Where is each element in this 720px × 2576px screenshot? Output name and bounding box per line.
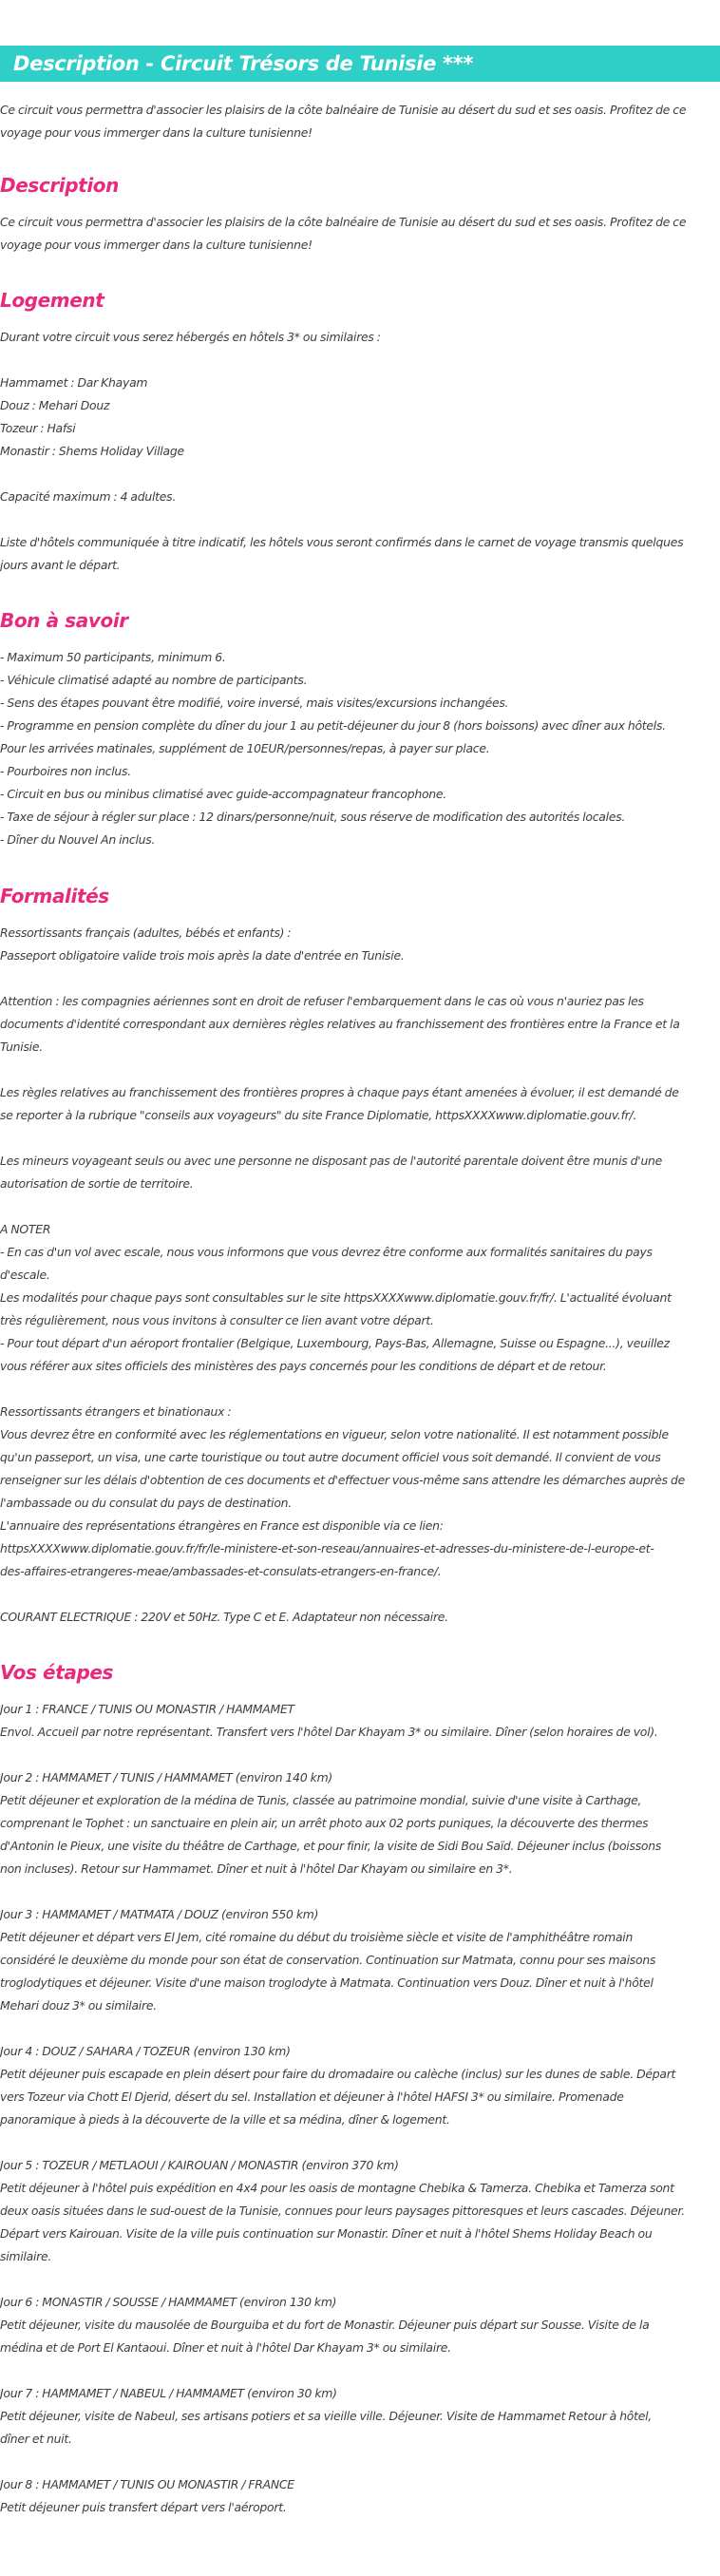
text-line: d'escale. (0, 1268, 50, 1282)
text-line: des-affaires-etrangeres-meae/ambassades-et-consulats-etrangers-en-france/. (0, 1564, 442, 1578)
paragraph-gap (0, 2268, 720, 2291)
text-line: voyage pour vous immerger dans la culture tunisienne! (0, 238, 313, 252)
paragraph-gap (0, 508, 720, 531)
section-logement (0, 288, 720, 577)
text-line: Tunisie. (0, 1040, 43, 1054)
intro-text (0, 99, 720, 144)
paragraph-gap (0, 463, 720, 486)
text-line: se reporter à la rubrique "conseils aux voyageurs" du site France Diplomatie, httpsXXXXwww.diplomatie.gouv.fr/. (0, 1108, 637, 1122)
text-line: Jour 8 : HAMMAMET / TUNIS OU MONASTIR / FRANCE (0, 2477, 294, 2491)
text-line: vers Tozeur via Chott El Djerid, désert du sel. Installation et déjeuner à l'hôtel HAFSI 3* ou similaire. Promenade (0, 2089, 624, 2104)
text-line: documents d'identité correspondant aux dernières règles relatives au franchissement des frontières entre la France et la (0, 1017, 680, 1031)
paragraph-gap (0, 1195, 720, 1218)
text-line: qu'un passeport, un visa, une carte touristique ou tout autre document officiel vous soit demandé. Il convient de vous (0, 1450, 661, 1464)
text-line: - Dîner du Nouvel An inclus. (0, 832, 156, 847)
text-line: Passeport obligatoire valide trois mois après la date d'entrée en Tunisie. (0, 948, 405, 963)
text-line: Petit déjeuner et exploration de la médina de Tunis, classée au patrimoine mondial, suivie d'une visite à Carthage, (0, 1793, 642, 1807)
paragraph-gap (0, 1583, 720, 1606)
text-line: Capacité maximum : 4 adultes. (0, 489, 177, 504)
text-line: Mehari douz 3* ou similaire. (0, 1998, 157, 2013)
text-line: Ressortissants étrangers et binationaux : (0, 1404, 232, 1419)
text-line: - Circuit en bus ou minibus climatisé avec guide-accompagnateur francophone. (0, 787, 446, 801)
text-line: Petit déjeuner puis transfert départ vers l'aéroport. (0, 2500, 287, 2514)
text-line: - En cas d'un vol avec escale, nous vous informons que vous devrez être conforme aux formalités sanitaires du pays (0, 1245, 653, 1259)
text-line: comprenant le Tophet : un sanctuaire en plein air, un arrêt photo aux 02 ports puniques, la découverte des thermes (0, 1816, 649, 1830)
text-line: dîner et nuit. (0, 2432, 72, 2446)
text-line: Petit déjeuner, visite du mausolée de Bourguiba et du fort de Monastir. Déjeuner puis départ sur Sousse. Visite de la (0, 2318, 650, 2332)
text-line: Jour 4 : DOUZ / SAHARA / TOZEUR (environ 130 km) (0, 2044, 291, 2058)
section-body (0, 211, 720, 257)
text-line: Pour les arrivées matinales, supplément de 10EUR/personnes/repas, à payer sur place. (0, 741, 490, 755)
paragraph-gap (0, 2131, 720, 2154)
intro-line: voyage pour vous immerger dans la culture tunisienne! (0, 125, 313, 140)
text-line: Attention : les compagnies aériennes sont en droit de refuser l'embarquement dans le cas où vous n'auriez pas les (0, 994, 644, 1008)
paragraph-gap (0, 1880, 720, 1903)
text-line: - Pourboires non inclus. (0, 764, 131, 778)
paragraph-gap (0, 349, 720, 372)
text-line: similaire. (0, 2249, 52, 2263)
paragraph-gap (0, 1744, 720, 1766)
paragraph-gap (0, 2017, 720, 2040)
section-title-description: Description (0, 174, 119, 197)
paragraph-gap (0, 1127, 720, 1150)
text-line: Petit déjeuner, visite de Nabeul, ses artisans potiers et sa vieille ville. Déjeuner. Visite de Hammamet Retour à hôtel, (0, 2409, 652, 2423)
text-line: Petit déjeuner et départ vers El Jem, cité romaine du début du troisième siècle et visite de l'amphithéâtre romain (0, 1930, 634, 1944)
section-body (0, 922, 720, 1629)
text-line: Monastir : Shems Holiday Village (0, 444, 184, 458)
text-line: Ressortissants français (adultes, bébés et enfants) : (0, 925, 292, 940)
text-line: Petit déjeuner puis escapade en plein désert pour faire du dromadaire ou calèche (inclus) sur les dunes de sable. Départ (0, 2067, 676, 2081)
text-line: autorisation de sortie de territoire. (0, 1176, 194, 1191)
paragraph-gap (0, 1378, 720, 1401)
text-line: considéré le deuxième du monde pour son état de conservation. Continuation sur Matmata, connu pour ses maisons (0, 1953, 656, 1967)
text-line: - Taxe de séjour à régler sur place : 12 dinars/personne/nuit, sous réserve de modification des autorités locales. (0, 810, 626, 824)
section-description (0, 173, 720, 257)
text-line: Jour 1 : FRANCE / TUNIS OU MONASTIR / HAMMAMET (0, 1702, 294, 1716)
text-line: Jour 2 : HAMMAMET / TUNIS / HAMMAMET (environ 140 km) (0, 1770, 332, 1784)
text-line: troglodytiques et déjeuner. Visite d'une maison troglodyte à Matmata. Continuation vers Douz. Dîner et nuit à l'hôtel (0, 1975, 654, 1990)
text-line: non incluses). Retour sur Hammamet. Dîner et nuit à l'hôtel Dar Khayam ou similaire en 3*. (0, 1861, 513, 1876)
text-line: Jour 7 : HAMMAMET / NABEUL / HAMMAMET (environ 30 km) (0, 2386, 337, 2400)
paragraph-gap (0, 1059, 720, 1081)
paragraph-gap (0, 2359, 720, 2382)
section-formalites (0, 884, 720, 1629)
text-line: Liste d'hôtels communiquée à titre indicatif, les hôtels vous seront confirmés dans le carnet de voyage transmis quelques (0, 535, 684, 549)
intro-line: Ce circuit vous permettra d'associer les plaisirs de la côte balnéaire de Tunisie au désert du sud et ses oasis. Profitez de ce (0, 103, 687, 117)
section-title-bon-a-savoir: Bon à savoir (0, 609, 128, 632)
page-title-banner: Description - Circuit Trésors de Tunisie *** (0, 46, 720, 82)
text-line: Tozeur : Hafsi (0, 421, 76, 435)
text-line: - Véhicule climatisé adapté au nombre de participants. (0, 673, 308, 687)
text-line: httpsXXXXwww.diplomatie.gouv.fr/fr/le-ministere-et-son-reseau/annuaires-et-adresses-du-ministere-de-l-europe-et- (0, 1541, 654, 1555)
section-bon-a-savoir (0, 608, 720, 851)
text-line: Départ vers Kairouan. Visite de la ville puis continuation sur Monastir. Dîner et nuit à l'hôtel Shems Holiday Beach ou (0, 2226, 653, 2241)
section-title-logement: Logement (0, 289, 104, 312)
text-line: - Pour tout départ d'un aéroport frontalier (Belgique, Luxembourg, Pays-Bas, Allemagne, Suisse ou Espagne...), veuillez (0, 1336, 670, 1350)
paragraph-gap (0, 967, 720, 990)
text-line: Jour 5 : TOZEUR / METLAOUI / KAIROUAN / MONASTIR (environ 370 km) (0, 2158, 399, 2172)
text-line: très régulièrement, nous vous invitons à consulter ce lien avant votre départ. (0, 1313, 434, 1327)
text-line: Petit déjeuner à l'hôtel puis expédition en 4x4 pour les oasis de montagne Chebika & Tamerza. Chebika et Tamerza sont (0, 2181, 674, 2195)
text-line: COURANT ELECTRIQUE : 220V et 50Hz. Type C et E. Adaptateur non nécessaire. (0, 1610, 448, 1624)
text-line: Envol. Accueil par notre représentant. Transfert vers l'hôtel Dar Khayam 3* ou similaire. Dîner (selon horaires de vol). (0, 1725, 658, 1739)
text-line: Ce circuit vous permettra d'associer les plaisirs de la côte balnéaire de Tunisie au désert du sud et ses oasis. Profitez de ce (0, 215, 687, 229)
text-line: Vous devrez être en conformité avec les réglementations en vigueur, selon votre nationalité. Il est notamment possible (0, 1427, 669, 1441)
section-body (0, 1698, 720, 2519)
text-line: médina et de Port El Kantaoui. Dîner et nuit à l'hôtel Dar Khayam 3* ou similaire. (0, 2340, 451, 2355)
text-line: renseigner sur les délais d'obtention de ces documents et d'effectuer vous-même sans attendre les démarches auprès de (0, 1473, 686, 1487)
section-etapes (0, 1660, 720, 2519)
text-line: Les règles relatives au franchissement des frontières propres à chaque pays étant amenées à évoluer, il est demandé de (0, 1085, 679, 1099)
section-body (0, 646, 720, 851)
text-line: - Programme en pension complète du dîner du jour 1 au petit-déjeuner du jour 8 (hors boissons) avec dîner aux hôtels. (0, 718, 666, 733)
text-line: d'Antonin le Pieux, une visite du théâtre de Carthage, et pour finir, la visite de Sidi Bou Saïd. Déjeuner inclus (boissons (0, 1839, 662, 1853)
section-body (0, 326, 720, 577)
text-line: panoramique à pieds à la découverte de la ville et sa médina, dîner & logement. (0, 2112, 450, 2127)
section-title-formalites: Formalités (0, 885, 109, 907)
text-line: jours avant le départ. (0, 558, 121, 572)
text-line: L'annuaire des représentations étrangères en France est disponible via ce lien: (0, 1518, 444, 1533)
text-line: Durant votre circuit vous serez hébergés en hôtels 3* ou similaires : (0, 330, 381, 344)
text-line: Hammamet : Dar Khayam (0, 375, 148, 390)
text-line: vous référer aux sites officiels des ministères des pays concernés pour les conditions de départ et de retour. (0, 1359, 607, 1373)
text-line: Les modalités pour chaque pays sont consultables sur le site httpsXXXXwww.diplomatie.gouv.fr/fr/. L'actualité évoluant (0, 1290, 672, 1305)
text-line: Jour 3 : HAMMAMET / MATMATA / DOUZ (environ 550 km) (0, 1907, 319, 1921)
paragraph-gap (0, 2451, 720, 2473)
text-line: A NOTER (0, 1222, 51, 1236)
text-line: Douz : Mehari Douz (0, 398, 110, 412)
text-line: - Maximum 50 participants, minimum 6. (0, 650, 226, 664)
text-line: Jour 6 : MONASTIR / SOUSSE / HAMMAMET (environ 130 km) (0, 2295, 337, 2309)
text-line: Les mineurs voyageant seuls ou avec une personne ne disposant pas de l'autorité parentale doivent être munis d'une (0, 1154, 663, 1168)
section-title-etapes: Vos étapes (0, 1661, 114, 1684)
text-line: l'ambassade ou du consulat du pays de destination. (0, 1496, 292, 1510)
text-line: deux oasis situées dans le sud-ouest de la Tunisie, connues pour leurs paysages pittoresques et leurs cascades. Déjeuner. (0, 2204, 685, 2218)
text-line: - Sens des étapes pouvant être modifié, voire inversé, mais visites/excursions inchangées. (0, 696, 509, 710)
